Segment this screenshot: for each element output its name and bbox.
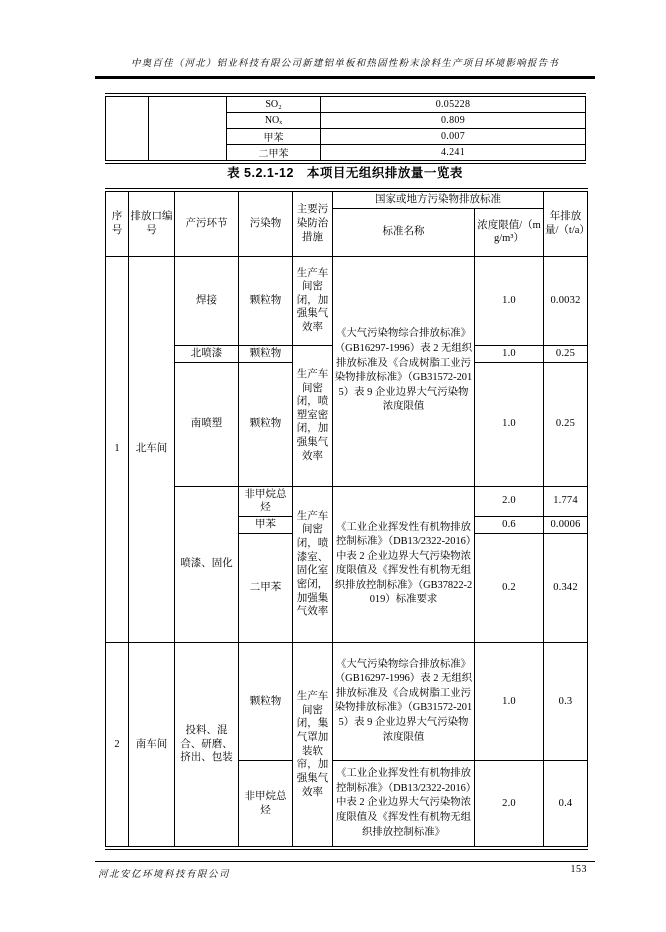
footer-company: 河北安亿环境科技有限公司: [98, 870, 231, 880]
fugitive-emission-table: [105, 188, 588, 850]
header-rule: [95, 76, 595, 79]
cell-value-nox: 0.809: [321, 113, 586, 129]
document-header-title: 中奥百佳（河北）铝业科技有限公司新建铝单板和热固性粉末涂料生产项目环境影响报告书: [130, 59, 559, 69]
cell-process-feeding-mixing: 投料、混合、研磨、挤出、包装: [175, 642, 239, 848]
cell-annual: 0.3: [544, 642, 588, 760]
cell-annual: 0.4: [544, 760, 588, 848]
header-pollutant: 污染物: [239, 190, 293, 256]
header-index: 序号: [106, 190, 129, 256]
cell-measure-spray: 生产车间密闭，喷塑室密闭，加强集气效率: [293, 345, 333, 486]
cell-annual: 1.774: [544, 486, 588, 516]
cell-pollutant-pm: 颗粒物: [239, 256, 293, 345]
cell-limit: 0.6: [475, 516, 544, 533]
cell-pollutant-nmhc: 非甲烷总烃: [239, 760, 293, 848]
header-measures: 主要污染防治措施: [293, 190, 333, 256]
cell-pollutant-xylene: 二甲苯: [239, 533, 293, 642]
header-standard-name: 标准名称: [333, 208, 475, 256]
cell-measure-welding: 生产车间密闭，加强集气效率: [293, 256, 333, 345]
cell-annual: 0.25: [544, 362, 588, 486]
cell-limit: 2.0: [475, 760, 544, 848]
cell-annual: 0.0006: [544, 516, 588, 533]
cell-process-north-paint: 北喷漆: [175, 345, 239, 362]
cell-limit: 1.0: [475, 256, 544, 345]
cell-pollutant-so2: SO₂: [227, 95, 321, 113]
cell-pollutant-pm: 颗粒物: [239, 362, 293, 486]
cell-pollutant-toluene: 甲苯: [227, 129, 321, 145]
table-row: [106, 486, 588, 516]
cell-pollutant-xylene: 二甲苯: [227, 145, 321, 163]
cell-pollutant-pm: 颗粒物: [239, 642, 293, 760]
cell-outlet-north: 北车间: [129, 256, 175, 642]
header-annual: 年排放量/（t/a）: [544, 190, 588, 256]
cell-standard-b2: 《工业企业挥发性有机物排放控制标准》（DB13/2322-2016）中表 2 企业边界大气污染物浓度限值及《挥发性有机物无组织排放控制标准》: [333, 760, 475, 848]
cell-limit: 1.0: [475, 362, 544, 486]
cell-process-south-coating: 南喷塑: [175, 362, 239, 486]
cell-limit: 0.2: [475, 533, 544, 642]
header-standard-group: 国家或地方污染物排放标准: [333, 190, 544, 208]
cell-outlet-south: 南车间: [129, 642, 175, 848]
header-row: [106, 190, 588, 208]
previous-page-table: [105, 93, 586, 164]
table-row: [106, 642, 588, 760]
cell-pollutant-nox: NOₓ: [227, 113, 321, 129]
cell-value-so2: 0.05228: [321, 95, 586, 113]
table-title: 表 5.2.1-12 本项目无组织排放量一览表: [227, 166, 463, 180]
cell-standard-a2: 《大气污染物综合排放标准》（GB16297-1996）表 2 无组织排放标准及《合成树脂工业污染物排放标准》（GB31572-2015）表 9 企业边界大气污染物浓度限值: [333, 642, 475, 760]
cell-annual: 0.25: [544, 345, 588, 362]
cell-measure-paint-cure: 生产车间密闭，喷漆室、固化室密闭，加强集气效率: [293, 486, 333, 642]
empty-cell: [106, 95, 149, 162]
table-row: [106, 256, 588, 345]
header-process: 产污环节: [175, 190, 239, 256]
cell-pollutant-toluene: 甲苯: [239, 516, 293, 533]
cell-pollutant-pm: 颗粒物: [239, 345, 293, 362]
cell-process-welding: 焊接: [175, 256, 239, 345]
cell-annual: 0.342: [544, 533, 588, 642]
cell-value-xylene: 4.241: [321, 145, 586, 163]
cell-index-1: 1: [106, 256, 129, 642]
page-number: 153: [570, 864, 587, 875]
cell-value-toluene: 0.007: [321, 129, 586, 145]
cell-limit: 2.0: [475, 486, 544, 516]
cell-pollutant-nmhc: 非甲烷总烃: [239, 486, 293, 516]
cell-process-paint-cure: 喷漆、固化: [175, 486, 239, 642]
cell-standard-a1: 《大气污染物综合排放标准》（GB16297-1996）表 2 无组织排放标准及《合成树脂工业污染物排放标准》（GB31572-2015）表 9 企业边界大气污染物浓度限值: [333, 256, 475, 486]
empty-cell: [149, 95, 227, 162]
cell-annual: 0.0032: [544, 256, 588, 345]
cell-measure-south: 生产车间密闭，集气罩加装软帘，加强集气效率: [293, 642, 333, 848]
header-outlet: 排放口编号: [129, 190, 175, 256]
cell-limit: 1.0: [475, 345, 544, 362]
cell-limit: 1.0: [475, 642, 544, 760]
cell-index-2: 2: [106, 642, 129, 848]
header-limit: 浓度限值/（mg/m³）: [475, 208, 544, 256]
footer-rule: [95, 861, 595, 862]
cell-standard-b1: 《工业企业挥发性有机物排放控制标准》（DB13/2322-2016）中表 2 企业边界大气污染物浓度限值及《挥发性有机物无组织排放控制标准》（GB37822-2019）标准要求: [333, 486, 475, 642]
page-content: [95, 0, 595, 932]
table-row: [106, 95, 586, 113]
